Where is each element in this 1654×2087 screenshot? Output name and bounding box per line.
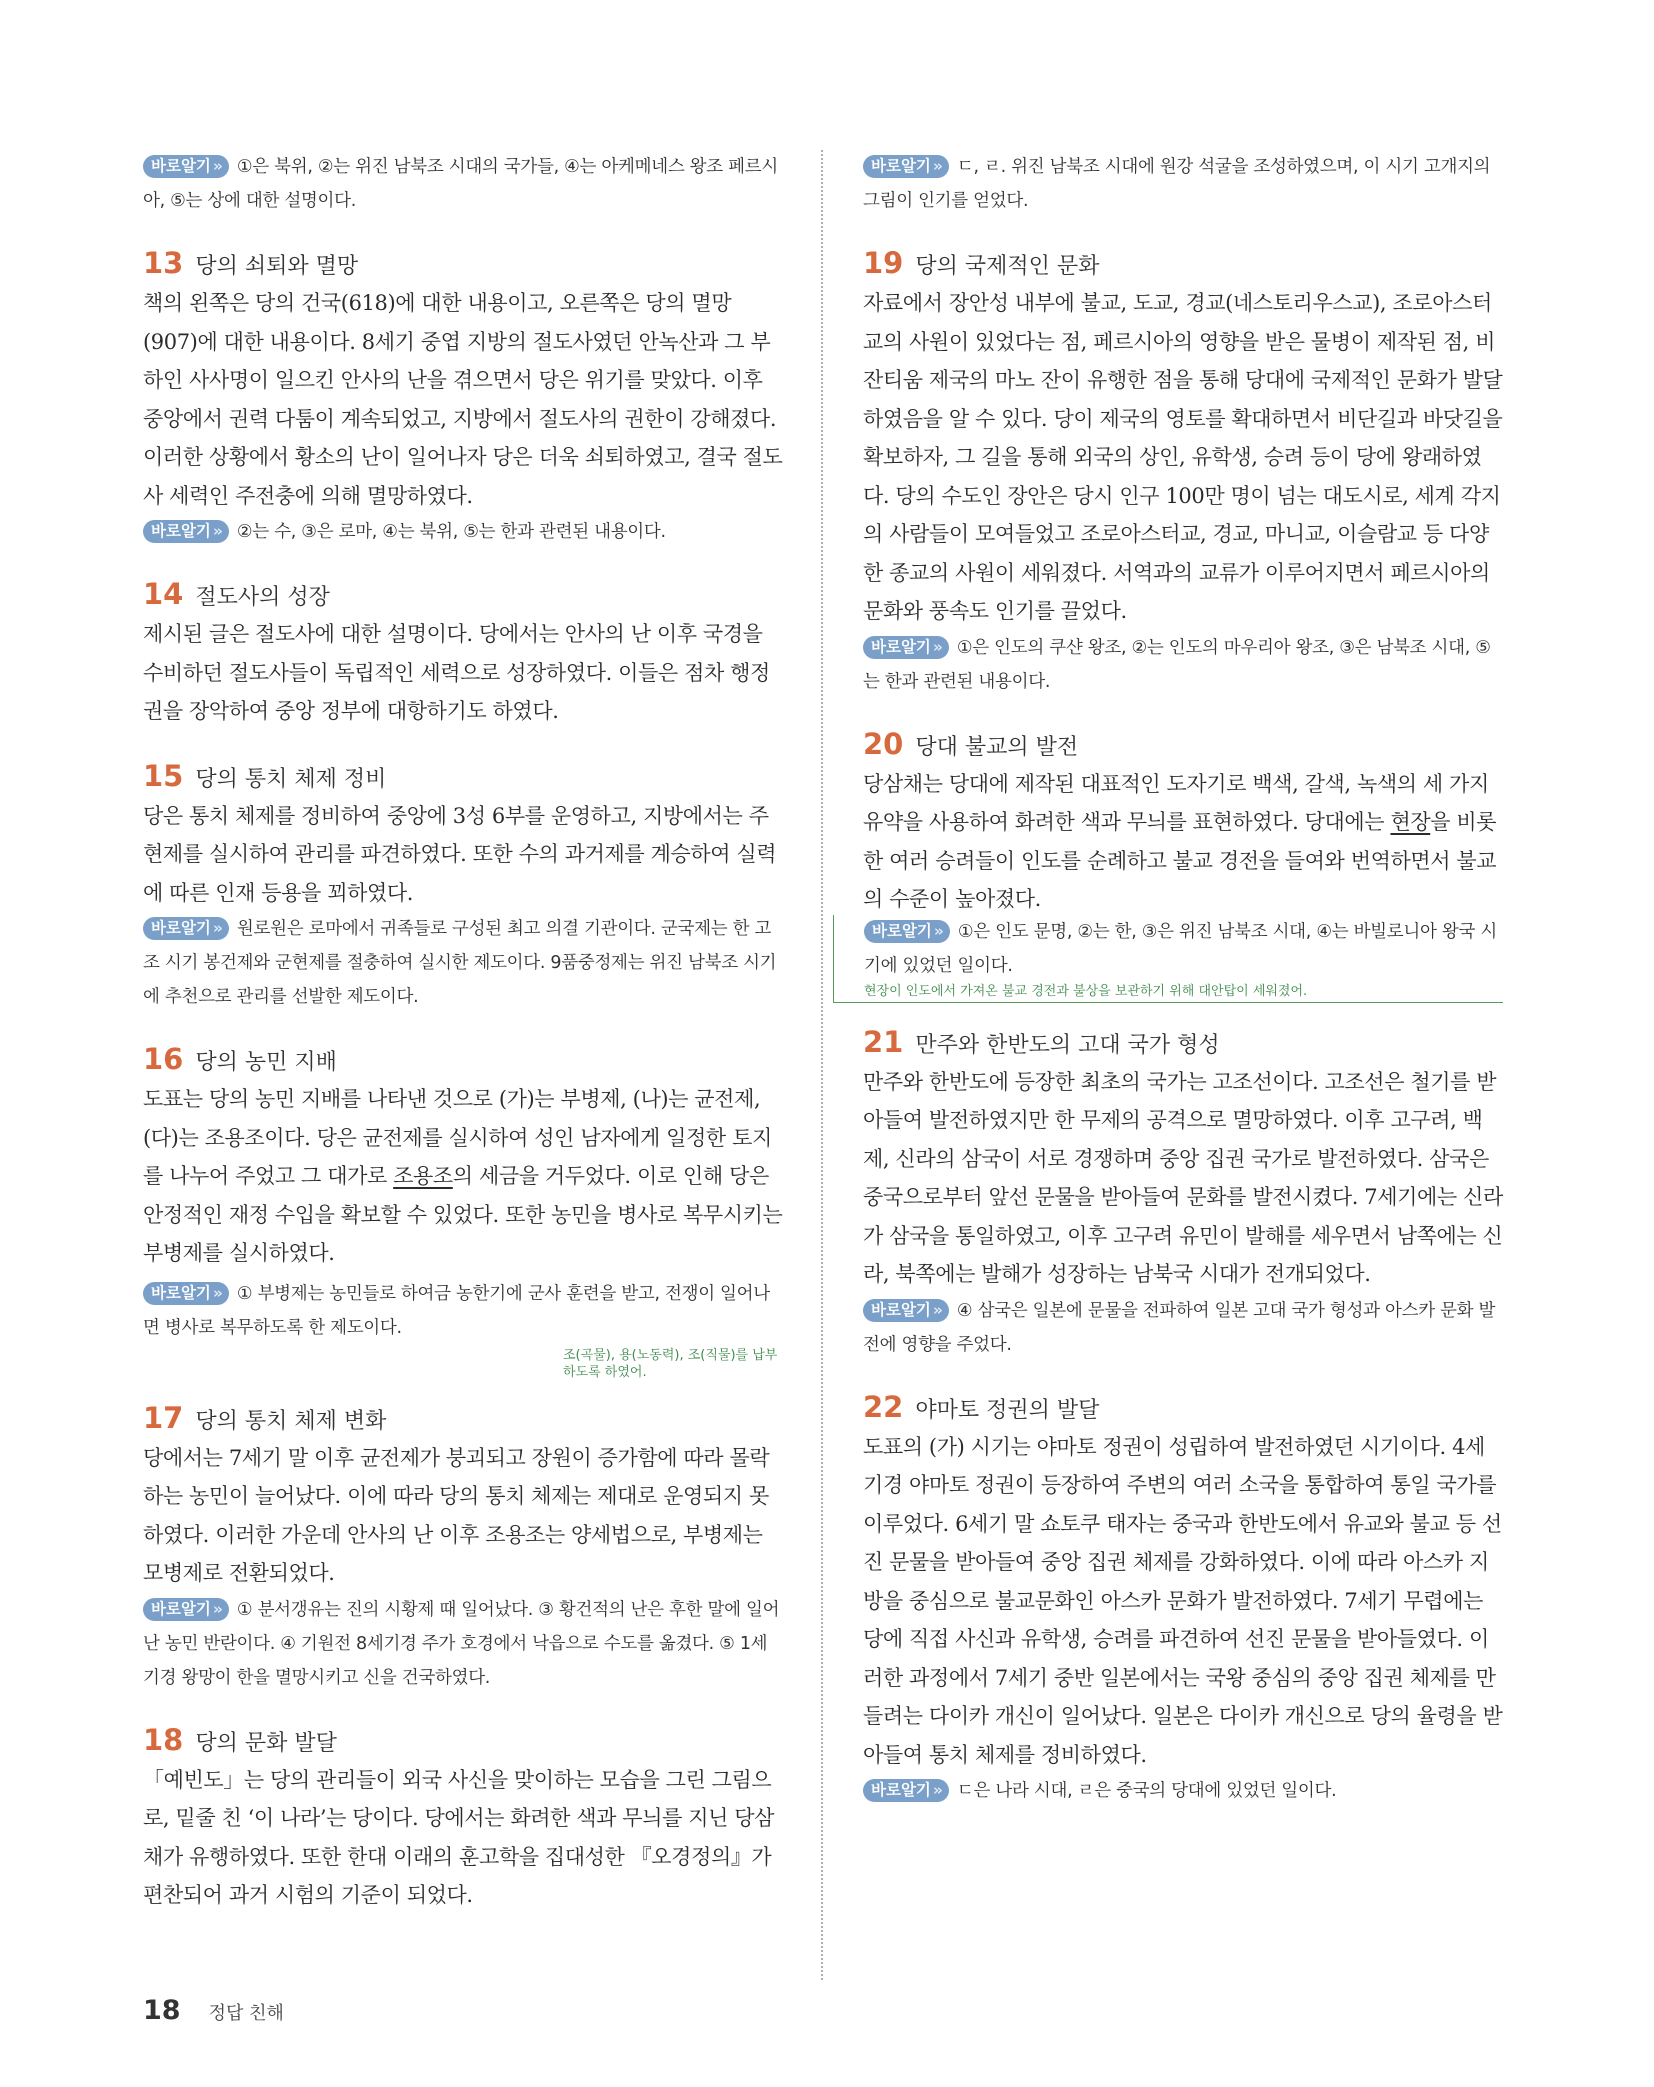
memo-bracket	[833, 915, 1503, 1003]
section-heading	[143, 1042, 783, 1076]
section-heading	[863, 727, 1503, 761]
section-title: 당의 문화 발달	[195, 1730, 337, 1756]
barogi-badge: 바로알기 »	[863, 1779, 949, 1802]
underlined-term: 조용조	[393, 1164, 453, 1188]
question-15	[143, 759, 783, 1015]
question-21	[863, 1025, 1503, 1362]
explanation-text: 도표의 (가) 시기는 야마토 정권이 성립하여 발전하였던 시기이다. 4세기경 야마토 정권이 등장하여 주변의 여러 소국을 통합하여 통일 국가를 이루었다. 6세기 말 쇼토쿠 태자는 중국과 한반도에서 유교와 불교 등 선진 문물을 받아들여 중앙 집권 체제를 강화하였다. 이에 따라 아스카 지방을 중심으로 불교문화인 아스카 문화가 발전하였다. 7세기 무렵에는 당에 직접 사신과 유학생, 승려를 파견하여 선진 문물을 받아들였다. 이러한 과정에서 7세기 중반 일본에서는 국왕 중심의 중앙 집권 체제를 만들려는 다이카 개신이 일어났다. 일본은 다이카 개신으로 당의 율령을 받아들여 통치 체제를 정비하였다.	[863, 1434, 1503, 1767]
section-title: 당의 농민 지배	[195, 1050, 337, 1075]
barogi-badge: 바로알기 »	[143, 155, 229, 178]
explanation-text: 제시된 글은 절도사에 대한 설명이다. 당에서는 안사의 난 이후 국경을 수비하던 절도사들이 독립적인 세력으로 성장하였다. 이들은 점차 행정권을 장악하여 중앙 정부에 대항하기도 하였다.	[143, 622, 770, 723]
question-16	[143, 1042, 783, 1381]
question-number: 19	[863, 246, 904, 280]
question-number: 16	[143, 1042, 184, 1076]
explanation-text: 당은 통치 체제를 정비하여 중앙에 3성 6부를 운영하고, 지방에서는 주현제를 실시하여 관리를 파견하였다. 또한 수의 과거제를 계승하여 실력에 따른 인재 등용을 꾀하였다.	[143, 803, 777, 905]
section-title: 야마토 정권의 발달	[915, 1397, 1100, 1423]
question-17	[143, 1401, 783, 1695]
question-number: 15	[143, 758, 184, 793]
section-heading	[863, 1390, 1503, 1424]
explanation-text: 「예빈도」는 당의 관리들이 외국 사신을 맞이하는 모습을 그린 그림으로, 밑줄 친 ‘이 나라’는 당이다. 당에서는 화려한 색과 무늬를 지닌 당삼채가 유행하였다. 또한 한대 이래의 훈고학을 집대성한 『오경정의』가 편찬되어 과거 시험의 기준이 되었다.	[143, 1767, 775, 1907]
answer-note: 바로알기 » ㄷ, ㄹ. 위진 남북조 시대에 원강 석굴을 조성하였으며, 이 시기 고개지의 그림이 인기를 얻었다.	[863, 157, 1491, 211]
double-chevron-icon: »	[212, 522, 223, 540]
barogi-badge: 바로알기 »	[863, 636, 949, 659]
explanation-text: 자료에서 장안성 내부에 불교, 도교, 경교(네스토리우스교), 조로아스터교의 사원이 있었다는 점, 페르시아의 영향을 받은 물병이 제작된 점, 비잔티움 제국의 마노 잔이 유행한 점을 통해 당대에 국제적인 문화가 발달하였음을 알 수 있다. 당이 제국의 영토를 확대하면서 비단길과 바닷길을 확보하자, 그 길을 통해 외국의 상인, 유학생, 승려 등이 당에 왕래하였다. 당의 수도인 장안은 당시 인구 100만 명이 넘는 대도시로, 세계 각지의 사람들이 모여들었고 조로아스터교, 경교, 마니교, 이슬람교 등 다양한 종교의 사원이 세워졌다. 서역과의 교류가 이루어지면서 페르시아의 문화와 풍속도 인기를 끌었다.	[863, 291, 1503, 623]
answer-note: 바로알기 » 원로원은 로마에서 귀족들로 구성된 최고 의결 기관이다. 군국제는 한 고조 시기 봉건제와 군현제를 절충하여 실시한 제도이다. 9품중정제는 위진 남북조 시기에 추천으로 관리를 선발한 제도이다.	[143, 919, 777, 1007]
double-chevron-icon: »	[932, 1300, 943, 1319]
barogi-badge: 바로알기 »	[143, 1598, 229, 1621]
section-title: 당의 쇠퇴와 멸망	[195, 254, 359, 279]
answer-note: 바로알기 » ㄷ은 나라 시대, ㄹ은 중국의 당대에 있었던 일이다.	[863, 1774, 1503, 1808]
barogi-badge: 바로알기 »	[863, 1299, 949, 1322]
page-footer	[143, 1995, 284, 2026]
answer-note: 바로알기 » ④ 삼국은 일본에 문물을 전파하여 일본 고대 국가 형성과 아스카 문화 발전에 영향을 주었다.	[863, 1300, 1496, 1355]
explanation-text: 만주와 한반도에 등장한 최초의 국가는 고조선이다. 고조선은 철기를 받아들여 발전하였지만 한 무제의 공격으로 멸망하였다. 이후 고구려, 백제, 신라의 삼국이 서로 경쟁하며 중앙 집권 국가로 발전하였다. 삼국은 중국으로부터 앞선 문물을 받아들여 문화를 발전시켰다. 7세기에는 신라가 삼국을 통일하였고, 이후 고구려 유민이 발해를 세우면서 남쪽에는 신라, 북쪽에는 발해가 성장하는 남북국 시대가 전개되었다.	[863, 1069, 1503, 1286]
section-heading	[143, 1723, 783, 1757]
explanation-text: 도표는 당의 농민 지배를 나타낸 것으로 (가)는 부병제, (나)는 균전제, (다)는 조용조이다. 당은 균전제를 실시하여 성인 남자에게 일정한 토지를 나누어 주었고 그 대가로 조용조의 세금을 거두었다. 이로 인해 당은 안정적인 재정 수입을 확보할 수 있었다. 또한 농민을 병사로 복무시키는 부병제를 실시하였다.	[143, 1087, 783, 1265]
double-chevron-icon: »	[212, 1283, 223, 1302]
left-column	[143, 150, 783, 1915]
section-heading	[863, 1025, 1503, 1059]
section-title: 만주와 한반도의 고대 국가 형성	[915, 1032, 1220, 1058]
section-title: 당의 통치 체제 변화	[195, 1408, 387, 1434]
section-heading	[143, 759, 783, 793]
column-divider	[821, 150, 823, 1980]
double-chevron-icon: »	[932, 157, 943, 175]
question-number: 17	[143, 1400, 184, 1435]
double-chevron-icon: »	[212, 157, 223, 175]
handwritten-memo: 현장이 인도에서 가져온 불교 경전과 불상을 보관하기 위해 대안탑이 세워졌어.	[864, 983, 1308, 999]
explanation-text: 당에서는 7세기 말 이후 균전제가 붕괴되고 장원이 증가함에 따라 몰락하는 농민이 늘어났다. 이에 따라 당의 통치 체제는 제대로 운영되지 못하였다. 이러한 가운데 안사의 난 이후 조용조는 양세법으로, 부병제는 모병제로 전환되었다.	[143, 1445, 770, 1585]
question-number: 20	[863, 726, 904, 761]
page-number: 18	[143, 1995, 181, 2026]
question-22	[863, 1390, 1503, 1809]
barogi-badge: 바로알기 »	[143, 1282, 229, 1305]
book-title: 정답 친해	[208, 2003, 284, 2024]
section-title: 당의 국제적인 문화	[915, 254, 1100, 279]
question-number: 22	[863, 1389, 904, 1424]
right-column	[863, 150, 1503, 1808]
section-title: 당의 통치 체제 정비	[195, 766, 387, 792]
question-20	[863, 727, 1503, 1003]
answer-note: 바로알기 » ① 분서갱유는 진의 시황제 때 일어났다. ③ 황건적의 난은 후한 말에 일어난 농민 반란이다. ④ 기원전 8세기경 주가 호경에서 낙읍으로 수도를 옮겼다. ⑤ 1세기경 왕망이 한을 멸망시키고 신을 건국하였다.	[143, 1599, 780, 1688]
question-18	[143, 1723, 783, 1915]
barogi-badge: 바로알기 »	[143, 917, 229, 940]
barogi-badge: 바로알기 »	[863, 155, 949, 178]
answer-note: 바로알기 » ①은 북위, ②는 위진 남북조 시대의 국가들, ④는 아케메네스 왕조 페르시아, ⑤는 상에 대한 설명이다.	[143, 157, 778, 211]
question-number: 18	[143, 1722, 184, 1757]
question-13	[143, 246, 783, 549]
double-chevron-icon: »	[212, 919, 223, 937]
question-number: 13	[143, 246, 184, 280]
double-chevron-icon: »	[933, 921, 944, 940]
explanation-text: 당삼채는 당대에 제작된 대표적인 도자기로 백색, 갈색, 녹색의 세 가지 유약을 사용하여 화려한 색과 무늬를 표현하였다. 당대에는 현장을 비롯한 여러 승려들이 인도를 순례하고 불교 경전을 들여와 번역하면서 불교의 수준이 높아졌다.	[863, 771, 1497, 911]
handwritten-memo-inline: 조(곡물), 용(노동력), 조(직물)를 납부하도록 하였어.	[563, 1347, 778, 1380]
barogi-badge: 바로알기 »	[864, 920, 950, 943]
section-title: 당대 불교의 발전	[915, 734, 1079, 760]
section-title: 절도사의 성장	[195, 585, 330, 610]
section-heading	[863, 246, 1503, 280]
question-number: 14	[143, 577, 184, 611]
double-chevron-icon: »	[932, 637, 943, 656]
answer-note: 바로알기 » ①은 인도의 쿠샨 왕조, ②는 인도의 마우리아 왕조, ③은 남북조 시대, ⑤는 한과 관련된 내용이다.	[863, 637, 1491, 692]
answer-note: 바로알기 » ①은 인도 문명, ②는 한, ③은 위진 남북조 시대, ④는 바빌로니아 왕국 시기에 있었던 일이다.	[864, 921, 1497, 976]
answer-note: 바로알기 » ②는 수, ③은 로마, ④는 북위, ⑤는 한과 관련된 내용이다.	[143, 515, 783, 549]
answer-note: 바로알기 » ① 부병제는 농민들로 하여금 농한기에 군사 훈련을 받고, 전쟁이 일어나면 병사로 복무하도록 한 제도이다.	[143, 1283, 770, 1338]
section-heading	[143, 246, 783, 280]
section-heading	[143, 1401, 783, 1435]
underlined-term: 현장	[1390, 810, 1431, 834]
explanation-text: 책의 왼쪽은 당의 건국(618)에 대한 내용이고, 오른쪽은 당의 멸망(907)에 대한 내용이다. 8세기 중엽 지방의 절도사였던 안녹산과 그 부하인 사사명이 일으킨 안사의 난을 겪으면서 당은 위기를 맞았다. 이후 중앙에서 권력 다툼이 계속되었고, 지방에서 절도사의 권한이 강해졌다. 이러한 상황에서 황소의 난이 일어나자 당은 더욱 쇠퇴하였고, 결국 절도사 세력인 주전충에 의해 멸망하였다.	[143, 291, 783, 508]
barogi-badge: 바로알기 »	[143, 520, 229, 543]
question-19	[863, 246, 1503, 699]
section-heading	[143, 577, 783, 611]
double-chevron-icon: »	[212, 1599, 223, 1618]
question-14	[143, 577, 783, 731]
double-chevron-icon: »	[932, 1781, 943, 1799]
question-number: 21	[863, 1024, 904, 1059]
